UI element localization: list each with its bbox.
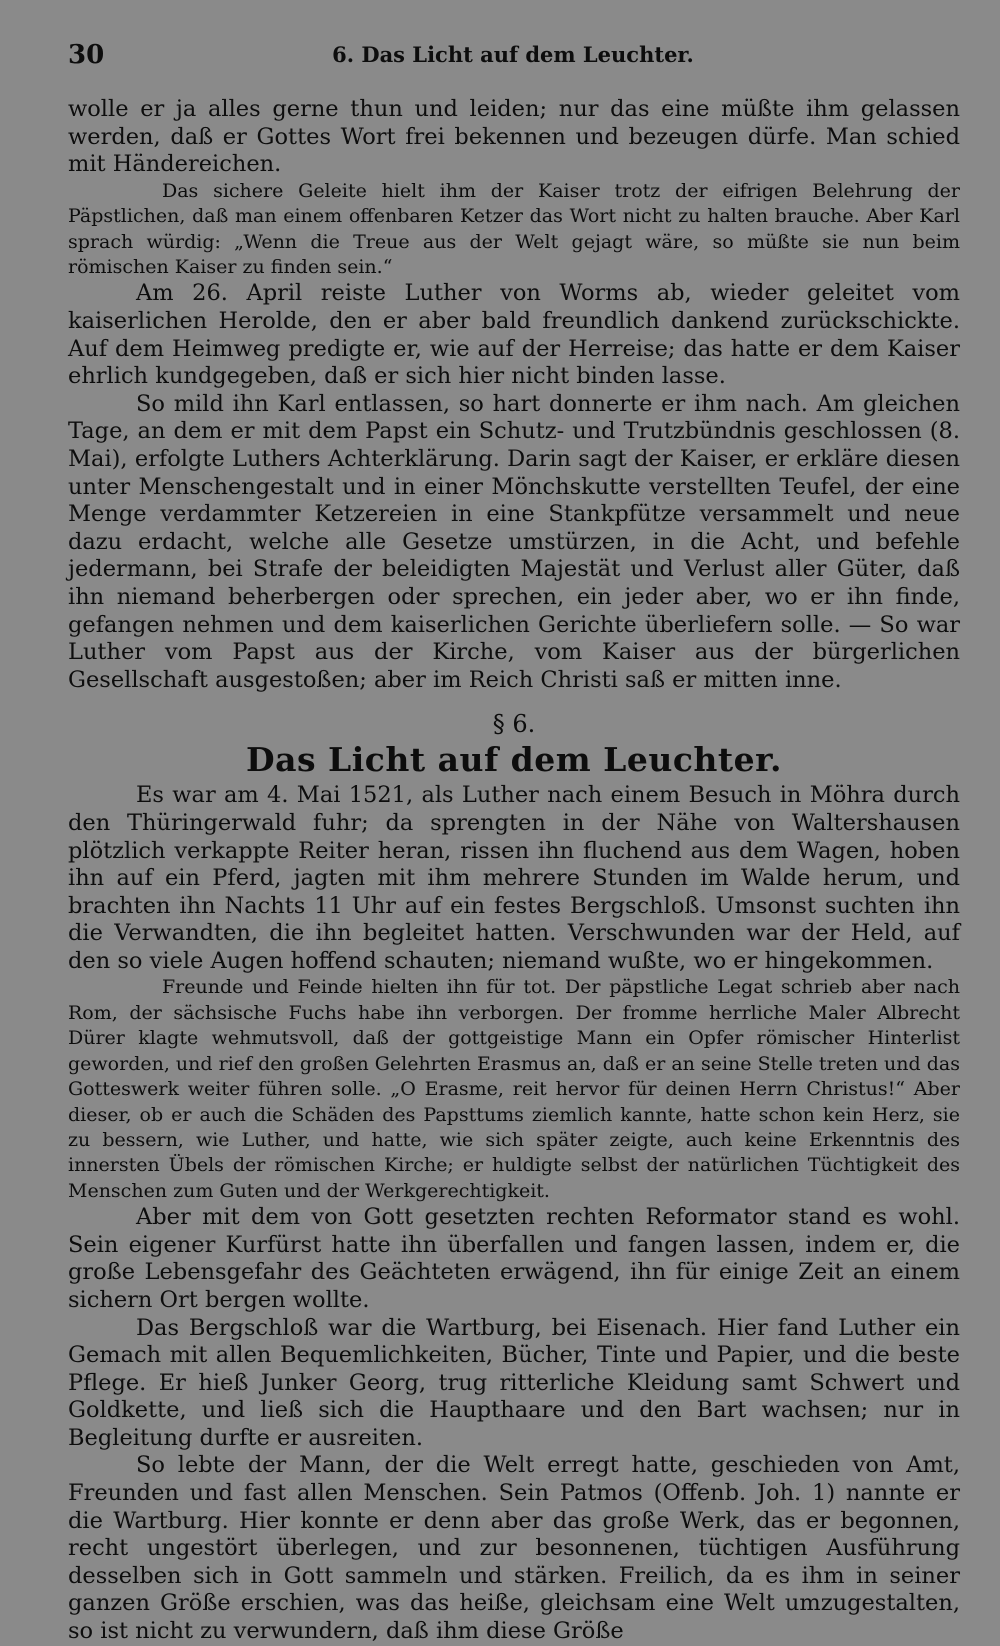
running-title: 6. Das Licht auf dem Leuchter. [332, 42, 694, 67]
paragraph: So lebte der Mann, der die Welt erregt hatte, geschieden von Amt, Freunden und fast allen Menschen. Sein Patmos (Offenb. Joh. 1) nannte er die Wartburg. Hier konnte er denn aber das große Werk, das er begonnen, recht ungestört überlegen, und zur besonnenen, tüchtigen Ausführung desselben sich in Gott sammeln und stärken. Freilich, da es ihm in seiner ganzen Größe erschien, was das heiße, gleichsam eine Welt umzugestalten, so ist nicht zu verwundern, daß ihm diese Größe [68, 1452, 960, 1645]
small-print-paragraph: Freunde und Feinde hielten ihn für tot. Der päpstliche Legat schrieb aber nach Rom, der sächsische Fuchs habe ihn verborgen. Der fromme herrliche Maler Albrecht Dürer klagte wehmutsvoll, daß der gottgeistige Mann ein Opfer römischer Hinterlist geworden, und rief den großen Gelehrten Erasmus an, daß er an seine Stelle treten und das Gotteswerk weiter führen solle. „O Erasme, reit hervor für deinen Herrn Christus!“ Aber dieser, ob er auch die Schäden des Papsttums ziemlich kannte, hatte schon kein Herz, sie zu bessern, wie Luther, und hatte, wie sich später zeigte, auch keine Erkenntnis des innersten Übels der römischen Kirche; er huldigte selbst der natürlichen Tüchtigkeit des Menschen zum Guten und der Werkgerechtigkeit. [68, 976, 960, 1202]
page-body [68, 96, 960, 1646]
paragraph: Am 26. April reiste Luther von Worms ab, wieder geleitet vom kaiserlichen Herolde, den er aber bald freundlich dankend zurückschickte. Auf dem Heimweg predigte er, wie auf der Herreise; das hatte er dem Kaiser ehrlich kundgegeben, daß er sich hier nicht binden lasse. [68, 280, 960, 390]
small-print-paragraph: Das sichere Geleite hielt ihm der Kaiser trotz der eifrigen Belehrung der Päpstlichen, daß man einem offenbaren Ketzer das Wort nicht zu halten brauche. Aber Karl sprach würdig: „Wenn die Treue aus der Welt gejagt wäre, so müßte sie nun beim römischen Kaiser zu finden sein.“ [68, 179, 960, 278]
paragraph: Das Bergschloß war die Wartburg, bei Eisenach. Hier fand Luther ein Gemach mit allen Bequemlichkeiten, Bücher, Tinte und Papier, und die beste Pflege. Er hieß Junker Georg, trug ritterliche Kleidung samt Schwert und Goldkette, und ließ sich die Haupthaare und den Bart wachsen; nur in Begleitung durfte er ausreiten. [68, 1314, 960, 1451]
section-title: Das Licht auf dem Leuchter. [245, 740, 783, 780]
paragraph: Aber mit dem von Gott gesetzten rechten Reformator stand es wohl. Sein eigener Kurfürst hatte ihn überfallen und fangen lassen, indem er, die große Lebensgefahr des Geächteten erwägend, ihn für einige Zeit an einem sichern Ort bergen wollte. [68, 1204, 960, 1313]
paragraph: So mild ihn Karl entlassen, so hart donnerte er ihm nach. Am gleichen Tage, an dem er mit dem Papst ein Schutz- und Trutzbündnis geschlossen (8. Mai), erfolgte Luthers Achterklärung. Darin sagt der Kaiser, er erkläre diesen unter Menschengestalt und in einer Mönchskutte verstellten Teufel, der eine Menge verdammter Ketzereien in eine Stankpfütze versammelt und neue dazu erdacht, welche alle Gesetze umstürzen, in die Acht, und befehle jedermann, bei Strafe der beleidigten Majestät und Verlust aller Güter, daß ihn niemand beherbergen oder sprechen, ein jeder aber, wo er ihn finde, gefangen nehmen und dem kaiserlichen Gerichte überliefern solle. — So war Luther vom Papst aus der Kirche, vom Kaiser aus der bürgerlichen Gesellschaft ausgestoßen; aber im Reich Christi saß er mitten inne. [68, 390, 960, 693]
page-number: 30 [68, 40, 105, 70]
page-header [68, 40, 958, 74]
paragraph: Es war am 4. Mai 1521, als Luther nach einem Besuch in Möhra durch den Thüringerwald fuhr; da sprengten in der Nähe von Waltershausen plötzlich verkappte Reiter heran, rissen ihn fluchend aus dem Wagen, hoben ihn auf ein Pferd, jagten mit ihm mehrere Stunden im Walde herum, und brachten ihn Nachts 11 Uhr auf ein festes Bergschloß. Umsonst suchten ihn die Verwandten, die ihn begleitet hatten. Verschwunden war der Held, auf den so viele Augen hoffend schauten; niemand wußte, wo er hingekommen. [68, 782, 960, 974]
paragraph: wolle er ja alles gerne thun und leiden; nur das eine müßte ihm gelassen werden, daß er Gottes Wort frei bekennen und bezeugen dürfe. Man schied mit Händereichen. [68, 96, 960, 178]
section-number: § 6. [492, 710, 536, 739]
